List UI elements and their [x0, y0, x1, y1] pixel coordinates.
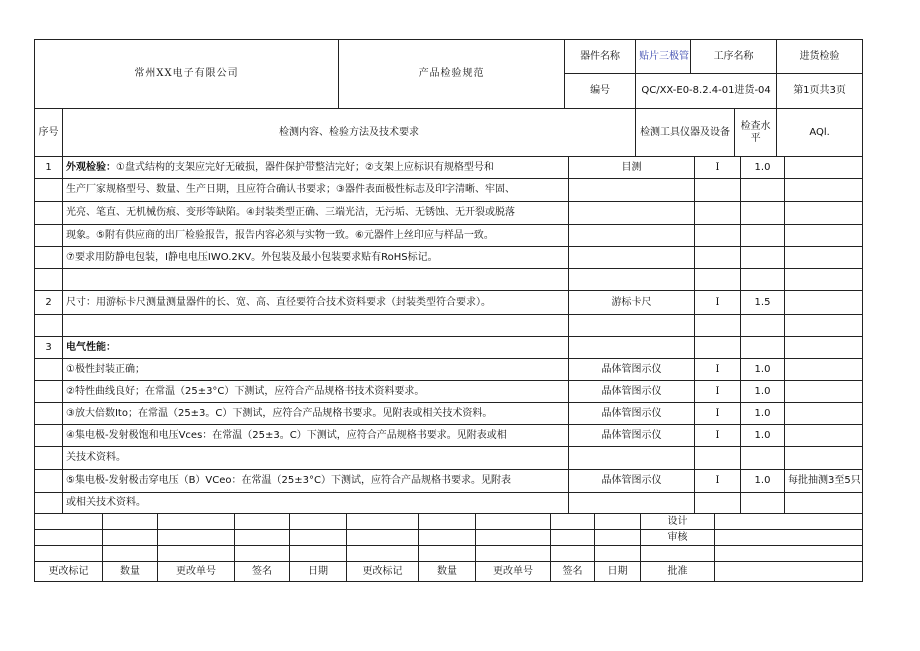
row-level [695, 269, 741, 291]
row-seq: 1 [35, 157, 63, 179]
signoff-row-review [35, 530, 863, 546]
spec-row [35, 157, 863, 179]
row-content [63, 381, 569, 403]
row-seq [35, 493, 63, 514]
row-tool [569, 179, 695, 202]
spec-row [35, 225, 863, 247]
process-name-label: 工序名称 [691, 40, 777, 74]
spec-row [35, 403, 863, 425]
approve-label: 批准 [641, 562, 715, 582]
row-seq [35, 179, 63, 202]
row-aql [741, 447, 785, 470]
page-info: 第1页共3页 [777, 74, 863, 109]
quantity-label-2: 数量 [419, 562, 476, 582]
row-level: I [695, 359, 741, 381]
change-mark-label: 更改标记 [35, 562, 103, 582]
spec-row [35, 337, 863, 359]
row-tool: 游标卡尺 [569, 291, 695, 315]
row-note [785, 403, 863, 425]
row-content [63, 315, 569, 337]
row-tool: 晶体管图示仪 [569, 381, 695, 403]
spec-row [35, 470, 863, 493]
row-tool [569, 202, 695, 225]
row-aql [741, 179, 785, 202]
spec-row [35, 202, 863, 225]
spec-row [35, 359, 863, 381]
row-level [695, 337, 741, 359]
row-section-label: 电气性能： [66, 341, 116, 353]
header-row-1 [35, 40, 863, 74]
row-aql [741, 315, 785, 337]
row-note [785, 247, 863, 269]
row-text: 现象。⑤附有供应商的出厂检验报告，报告内容必须与实物一致。⑥元器件上丝印应与样品一致。 [66, 229, 494, 241]
spec-row [35, 381, 863, 403]
spec-body-table [34, 156, 863, 514]
row-aql [741, 225, 785, 247]
row-note [785, 202, 863, 225]
row-aql: 1.0 [741, 470, 785, 493]
document-title: 产品检验规范 [339, 40, 565, 109]
row-content [63, 157, 569, 179]
review-label: 审核 [641, 530, 715, 546]
row-note [785, 381, 863, 403]
spec-row [35, 447, 863, 470]
row-aql [741, 269, 785, 291]
row-seq [35, 247, 63, 269]
change-record-row [35, 562, 863, 582]
row-level: I [695, 157, 741, 179]
row-tool: 晶体管图示仪 [569, 425, 695, 447]
row-text: ②特性曲线良好；在常温（25±3°C）下测试，应符合产品规格书技术资料要求。 [66, 385, 425, 397]
row-text: 光亮、笔直、无机械伤痕、变形等缺陷。④封装类型正确、三端光洁，无污垢、无锈蚀、无开裂或脱落 [66, 207, 515, 219]
spec-row [35, 247, 863, 269]
row-aql [741, 247, 785, 269]
row-seq [35, 225, 63, 247]
row-seq [35, 315, 63, 337]
col-seq: 序号 [35, 109, 63, 157]
code-label: 编号 [565, 74, 636, 109]
row-seq [35, 359, 63, 381]
col-content: 检测内容、检验方法及技术要求 [63, 109, 636, 157]
row-level [695, 247, 741, 269]
col-tool: 检测工具仪器及设备 [636, 109, 735, 157]
row-aql: 1.0 [741, 403, 785, 425]
inspection-spec-sheet [34, 39, 863, 157]
row-tool [569, 269, 695, 291]
row-note: 每批抽测3至5只 [785, 470, 863, 493]
row-tool: 晶体管图示仪 [569, 359, 695, 381]
row-content [63, 470, 569, 493]
row-level: I [695, 425, 741, 447]
row-note [785, 337, 863, 359]
row-content [63, 359, 569, 381]
row-level [695, 179, 741, 202]
row-note [785, 447, 863, 470]
row-note [785, 359, 863, 381]
design-label: 设计 [641, 514, 715, 530]
part-name-label: 器件名称 [565, 40, 636, 74]
row-text: ⑦要求用防静电包装，I静电电压IWO.2KV。外包装及最小包装要求贴有RoHS标记。 [66, 251, 438, 263]
change-order-label-2: 更改单号 [476, 562, 551, 582]
row-tool [569, 447, 695, 470]
spec-row [35, 425, 863, 447]
change-mark-label-2: 更改标记 [347, 562, 419, 582]
spec-row [35, 493, 863, 514]
code-value: QC/XX-E0-8.2.4-01进货-04 [636, 74, 777, 109]
row-tool [569, 247, 695, 269]
row-aql: 1.0 [741, 157, 785, 179]
row-content [63, 291, 569, 315]
row-note [785, 269, 863, 291]
row-aql: 1.0 [741, 381, 785, 403]
row-aql [741, 493, 785, 514]
row-aql: 1.0 [741, 359, 785, 381]
signoff-row-blank [35, 546, 863, 562]
row-note [785, 179, 863, 202]
row-text: ③放大倍数Ito；在常温（25±3。C）下测试，应符合产品规格书要求。见附表或相关技术资料。 [66, 407, 493, 419]
row-content [63, 269, 569, 291]
row-text: 或相关技术资料。 [66, 497, 146, 509]
row-seq [35, 425, 63, 447]
row-aql: 1.5 [741, 291, 785, 315]
spec-row [35, 291, 863, 315]
quantity-label: 数量 [103, 562, 158, 582]
row-seq: 2 [35, 291, 63, 315]
part-name-value: 贴片三极管 [636, 40, 691, 74]
row-tool: 目测 [569, 157, 695, 179]
row-note [785, 425, 863, 447]
row-seq [35, 403, 63, 425]
row-content [63, 202, 569, 225]
row-content [63, 447, 569, 470]
row-note [785, 291, 863, 315]
row-content [63, 225, 569, 247]
row-content [63, 425, 569, 447]
row-level [695, 447, 741, 470]
row-content [63, 179, 569, 202]
row-tool [569, 225, 695, 247]
row-content [63, 403, 569, 425]
spec-row [35, 179, 863, 202]
row-aql: 1.0 [741, 425, 785, 447]
row-tool: 晶体管图示仪 [569, 403, 695, 425]
col-aql: AQl. [777, 109, 863, 157]
row-seq [35, 447, 63, 470]
col-level: 检查水平 [735, 109, 777, 157]
signature-label-2: 签名 [551, 562, 595, 582]
row-note [785, 157, 863, 179]
row-note [785, 315, 863, 337]
row-text: 尺寸：用游标卡尺测量测量器件的长、宽、高、直径要符合技术资料要求（封装类型符合要求）。 [66, 296, 491, 308]
row-level: I [695, 470, 741, 493]
row-section-label: 外观检验： [66, 161, 116, 173]
row-seq [35, 202, 63, 225]
row-level: I [695, 291, 741, 315]
company-name: 常州XX电子有限公司 [35, 40, 339, 109]
row-level [695, 493, 741, 514]
row-seq [35, 269, 63, 291]
row-note [785, 493, 863, 514]
row-text: ⑤集电极-发射极击穿电压（B）VCeo：在常温（25±3°C）下测试，应符合产品规格书要求。见附表 [66, 475, 511, 487]
row-seq [35, 381, 63, 403]
row-seq: 3 [35, 337, 63, 359]
column-header-row [35, 109, 863, 157]
row-tool [569, 337, 695, 359]
row-level: I [695, 403, 741, 425]
row-tool [569, 493, 695, 514]
row-text: 关技术资料。 [66, 452, 126, 464]
signoff-table [34, 513, 863, 582]
spec-row [35, 315, 863, 337]
row-content [63, 247, 569, 269]
row-tool [569, 315, 695, 337]
row-note [785, 225, 863, 247]
row-tool: 晶体管图示仪 [569, 470, 695, 493]
spec-row [35, 269, 863, 291]
change-order-label: 更改单号 [158, 562, 235, 582]
signature-label: 签名 [235, 562, 290, 582]
row-level [695, 202, 741, 225]
date-label: 日期 [290, 562, 347, 582]
process-name-value: 进货检验 [777, 40, 863, 74]
row-content [63, 337, 569, 359]
row-seq [35, 470, 63, 493]
row-aql [741, 202, 785, 225]
row-level: I [695, 381, 741, 403]
row-content [63, 493, 569, 514]
row-text: ①盘式结构的支架应完好无破损，器件保护带整洁完好；②支架上应标识有规格型号和 [116, 161, 494, 173]
row-text: 生产厂家规格型号、数量、生产日期，且应符合确认书要求；③器件表面极性标志及印字清晰、牢固、 [66, 184, 515, 196]
row-text: ④集电极-发射极饱和电压Vces：在常温（25±3。C）下测试，应符合产品规格书要求。见附表或相 [66, 429, 507, 441]
signoff-row-design [35, 514, 863, 530]
row-level [695, 225, 741, 247]
row-level [695, 315, 741, 337]
date-label-2: 日期 [595, 562, 641, 582]
row-aql [741, 337, 785, 359]
row-text: ①极性封装正确； [66, 363, 145, 375]
